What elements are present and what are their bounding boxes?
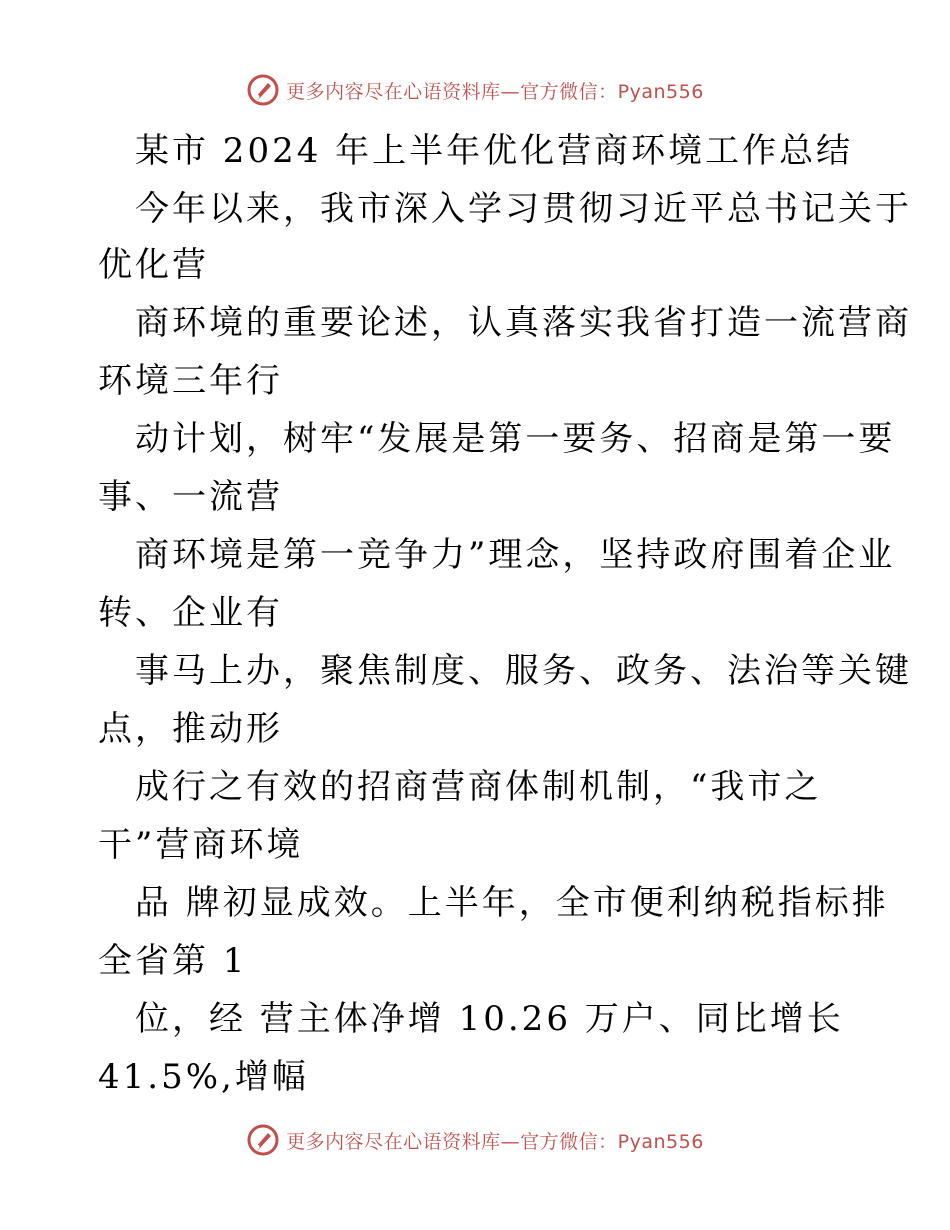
- pen-seal-icon: [246, 1123, 280, 1157]
- text-line: 事马上办，聚焦制度、服务、政务、法治等关键: [135, 651, 912, 691]
- pen-seal-icon: [246, 73, 280, 107]
- text-line: 全省第 1: [98, 941, 248, 981]
- text-line: 今年以来，我市深入学习贯彻习近平总书记关于: [135, 189, 912, 229]
- text-line: 商环境的重要论述，认真落实我省打造一流营商: [135, 303, 912, 343]
- footer-banner: [0, 1120, 950, 1160]
- footer-banner-text: 更多内容尽在心语资料库—官方微信：Pyan556: [286, 1130, 704, 1153]
- text-line: 成行之有效的招商营商体制机制，“我市之: [135, 767, 822, 807]
- document-body: [0, 120, 950, 1110]
- document-title: 某市 2024 年上半年优化营商环境工作总结: [135, 131, 854, 171]
- header-banner-text: 更多内容尽在心语资料库—官方微信：Pyan556: [286, 80, 704, 103]
- text-line: 环境三年行: [98, 361, 283, 401]
- text-line: 41.5%,增幅: [98, 1057, 309, 1097]
- text-line: 位，经 营主体净增 10.26 万户、同比增长: [135, 999, 844, 1039]
- text-line: 事、一流营: [98, 477, 283, 517]
- text-line: 干”营商环境: [98, 825, 304, 865]
- text-line: 转、企业有: [98, 593, 283, 633]
- text-line: 品 牌初显成效。上半年，全市便利纳税指标排: [135, 883, 889, 923]
- text-line: 商环境是第一竞争力”理念，坚持政府围着企业: [135, 535, 896, 575]
- header-banner: [0, 70, 950, 110]
- text-line: 动计划，树牢“发展是第一要务、招商是第一要: [135, 419, 896, 459]
- text-line: 优化营: [98, 245, 209, 285]
- text-line: 点，推动形: [98, 709, 283, 749]
